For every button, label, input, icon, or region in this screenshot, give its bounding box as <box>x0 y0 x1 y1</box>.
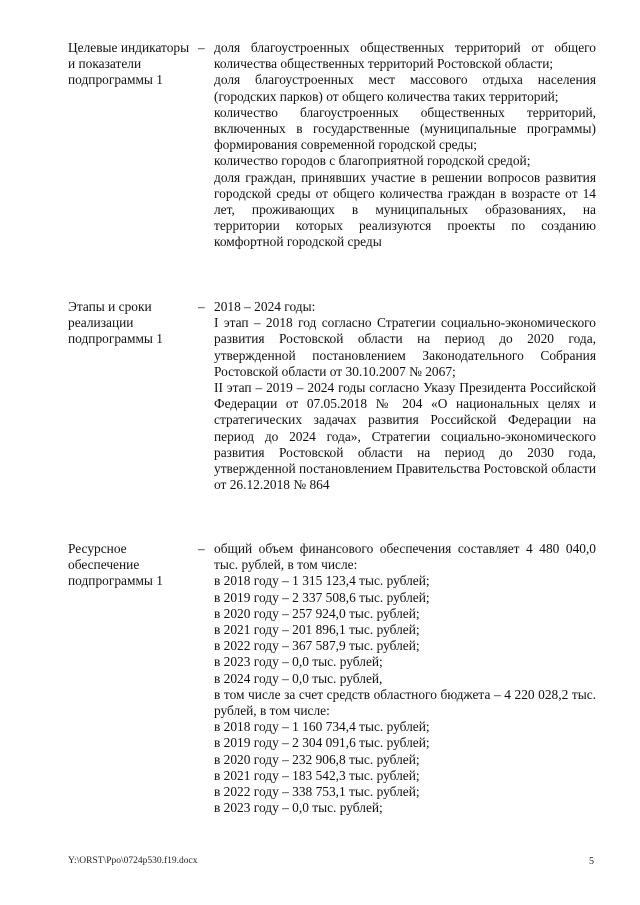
paragraph: в том числе за счет средств областного бюджета – 4 220 028,2 тыс. рублей, в том числе: <box>214 686 596 719</box>
paragraph: в 2019 году – 2 304 091,6 тыс. рублей; <box>214 735 430 751</box>
paragraph: в 2023 году – 0,0 тыс. рублей; <box>214 654 383 670</box>
section-resource-provision <box>68 541 596 841</box>
section-content <box>214 541 596 816</box>
page-number: 5 <box>589 856 594 867</box>
paragraph: количество городов с благоприятной городской средой; <box>214 153 531 169</box>
paragraph: в 2020 году – 232 906,8 тыс. рублей; <box>214 751 420 767</box>
paragraph: доля благоустроенных общественных территорий от общего количества общественных территорий Ростовской области; <box>214 40 596 72</box>
paragraph: доля граждан, принявших участие в решении вопросов развития городской среды от общего количества граждан в возрасте от 14 лет, проживающих в муниципальных образованиях, на территории которых реализуются проекты по созданию комфортной городской среды <box>214 169 596 250</box>
paragraph: в 2024 году – 0,0 тыс. рублей, <box>214 670 383 686</box>
section-content <box>214 40 596 251</box>
paragraph: количество благоустроенных общественных территорий, включенных в государственные (муниципальные программы) формирования современной городской среды; <box>214 104 596 153</box>
section-dash: – <box>198 299 205 314</box>
section-target-indicators <box>68 40 596 296</box>
section-label: Этапы и сроки реализации подпрограммы 1 <box>68 299 163 347</box>
footer-file-path: Y:\ORST\Ppo\0724p530.f19.docx <box>68 856 198 866</box>
section-stages-and-terms <box>68 299 596 539</box>
section-label: Целевые индикаторы и показатели подпрограммы 1 <box>68 40 190 88</box>
section-content <box>214 299 596 493</box>
paragraph: II этап – 2019 – 2024 годы согласно Указу Президента Российской Федерации от 07.05.2018 № 204 «О национальных целях и стратегических задачах развития Российской Федерации на период до 2024 года», Стратегии социально-экономического развития Ростовской области на период до 2030 года, утвержденной постановлением Правительства Ростовской области от 26.12.2018 № 864 <box>214 380 596 493</box>
paragraph: общий объем финансового обеспечения составляет 4 480 040,0 тыс. рублей, в том числе: <box>214 541 596 573</box>
paragraph: в 2022 году – 367 587,9 тыс. рублей; <box>214 638 420 654</box>
paragraph: в 2018 году – 1 160 734,4 тыс. рублей; <box>214 719 430 735</box>
section-label: Ресурсное обеспечение подпрограммы 1 <box>68 541 163 589</box>
paragraph: в 2020 году – 257 924,0 тыс. рублей; <box>214 605 420 621</box>
section-dash: – <box>198 40 205 55</box>
paragraph: в 2018 году – 1 315 123,4 тыс. рублей; <box>214 573 430 589</box>
paragraph: 2018 – 2024 годы: <box>214 299 316 314</box>
paragraph: I этап – 2018 год согласно Стратегии социально-экономического развития Ростовской области на период до 2020 года, утвержденной постановлением Законодательного Собрания Ростовской области от 30.10.2007 № 2067; <box>214 315 596 379</box>
paragraph: в 2021 году – 183 542,3 тыс. рублей; <box>214 767 420 783</box>
paragraph: в 2022 году – 338 753,1 тыс. рублей; <box>214 784 420 800</box>
section-dash: – <box>198 541 205 556</box>
paragraph: доля благоустроенных мест массового отдыха населения (городских парков) от общего количества таких территорий; <box>214 72 596 104</box>
paragraph: в 2023 году – 0,0 тыс. рублей; <box>214 800 383 816</box>
paragraph: в 2021 году – 201 896,1 тыс. рублей; <box>214 622 420 638</box>
paragraph: в 2019 году – 2 337 508,6 тыс. рублей; <box>214 589 430 605</box>
